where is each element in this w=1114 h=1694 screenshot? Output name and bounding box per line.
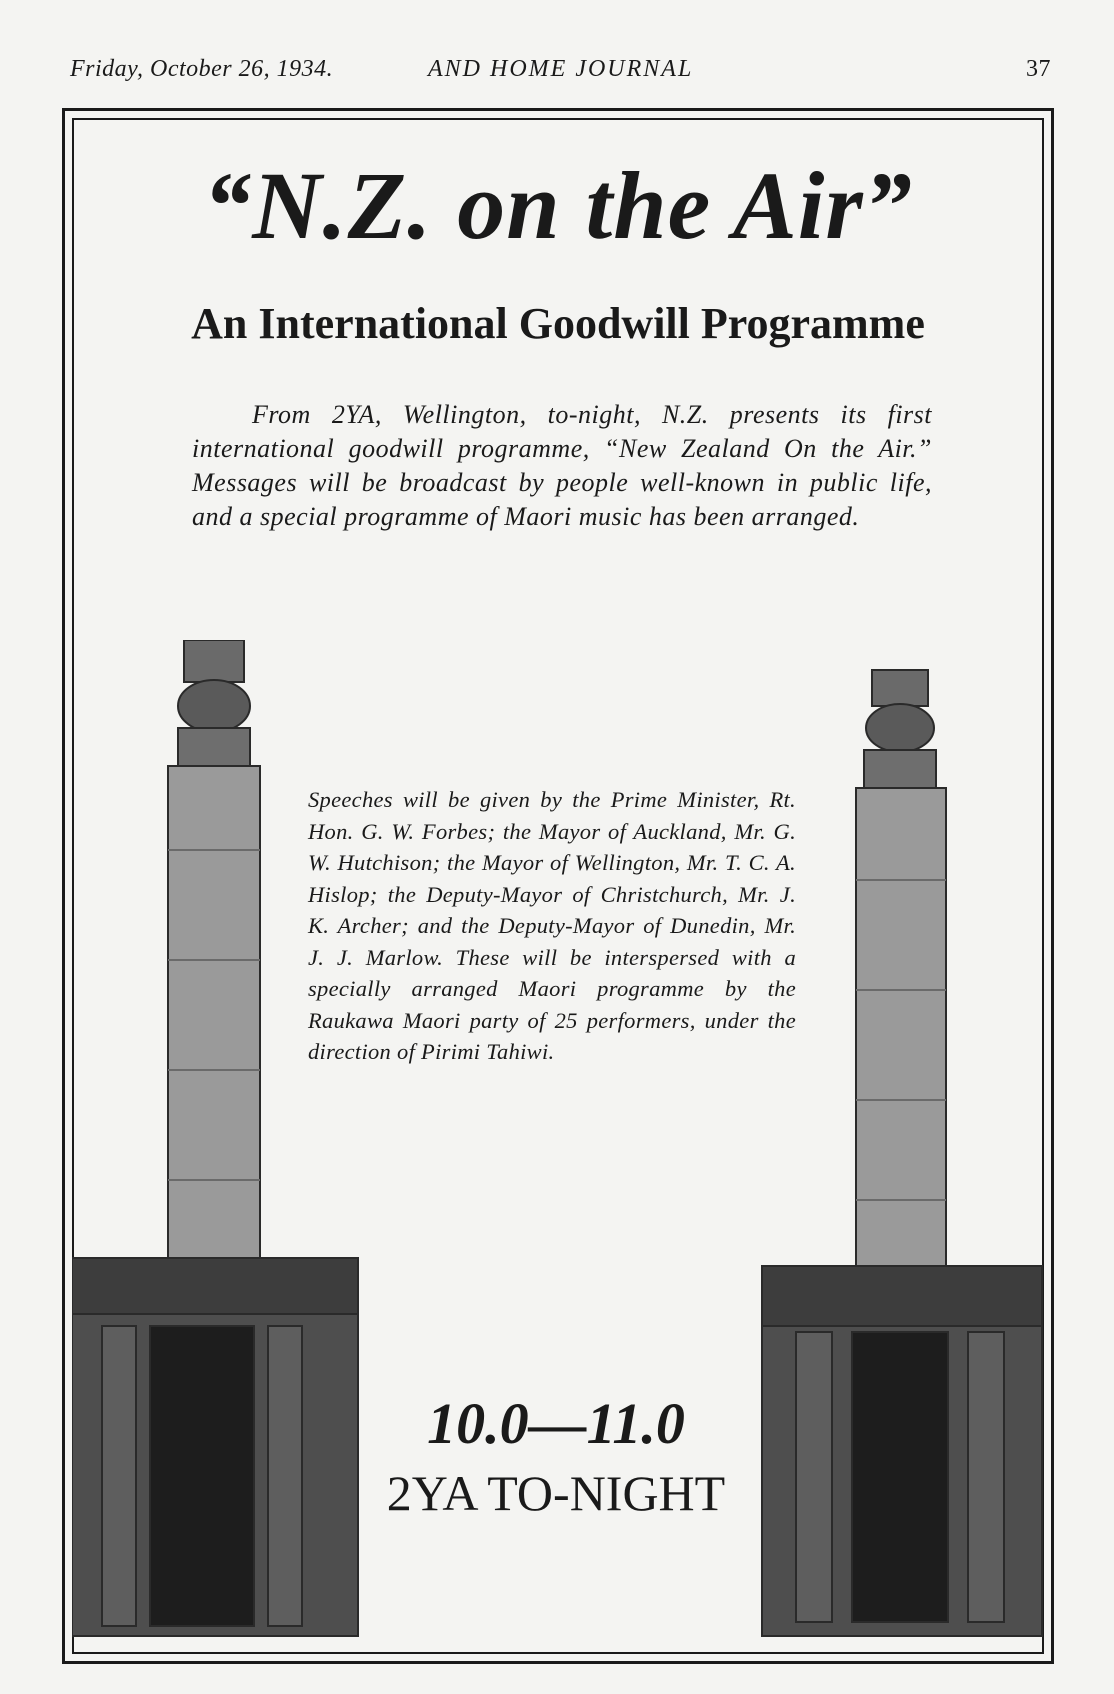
- running-head-journal: AND HOME JOURNAL: [428, 56, 694, 82]
- broadcast-time: 10.0—11.0: [427, 1391, 685, 1456]
- ad-speakers-paragraph: Speeches will be given by the Prime Minister, Rt. Hon. G. W. Forbes; the Mayor of Auckland, Mr. G. W. Hutchison; the Mayor of Wellington, Mr. T. C. A. Hislop; the Deputy-Mayor of Christchurch, Mr. J. K. Archer; and the Deputy-Mayor of Dunedin, Mr. J. J. Marlow. These will be interspersed with a specially arranged Maori programme by the Raukawa Maori party of 25 performers, under the direction of Pirimi Tahiwi.: [308, 787, 796, 1064]
- ad-title: “N.Z. on the Air”: [203, 152, 913, 259]
- ad-subtitle: An International Goodwill Programme: [191, 299, 925, 348]
- running-head-date: Friday, October 26, 1934.: [70, 56, 334, 82]
- carved-pillar-gateway-right-illustration: [756, 640, 1056, 1640]
- ad-intro-paragraph: From 2YA, Wellington, to-night, N.Z. presents its first international goodwill programme, “New Zealand On the Air.” Messages will be broadcast by people well-known in public life, and a special programme of Maori music has been arranged.: [192, 400, 932, 531]
- broadcast-station: 2YA TO-NIGHT: [386, 1465, 726, 1521]
- page-number: 37: [1026, 56, 1051, 82]
